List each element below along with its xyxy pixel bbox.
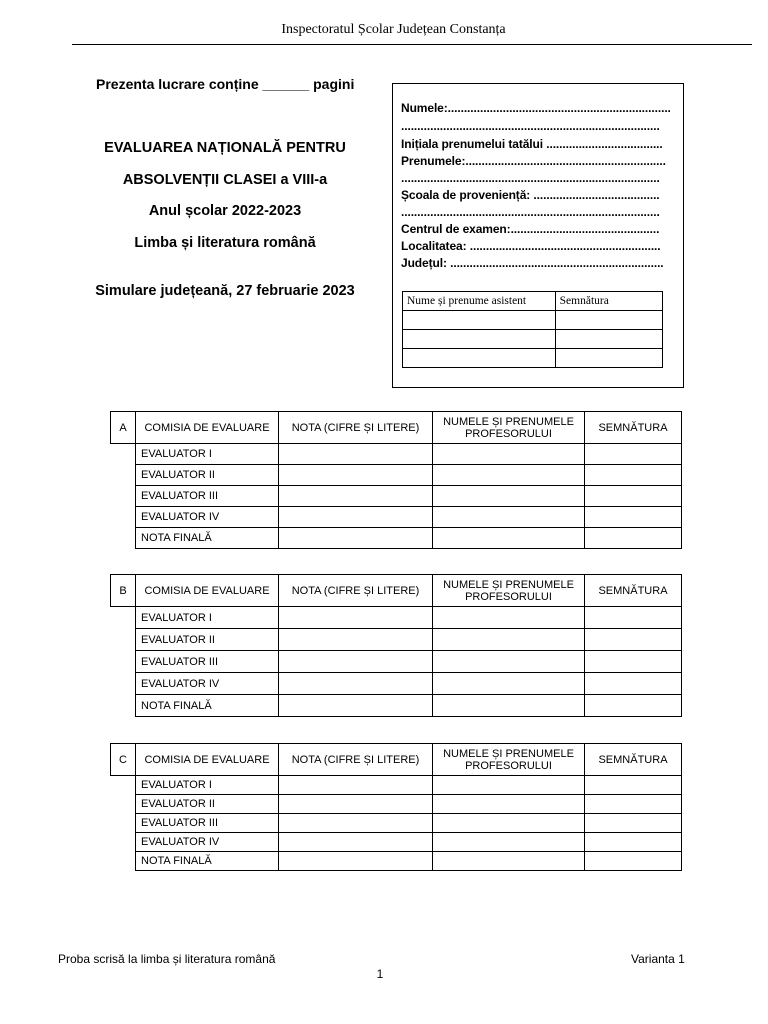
signature-header: SEMNĂTURA	[585, 575, 682, 607]
exam-title-line-1: EVALUAREA NAȚIONALĂ PENTRU	[104, 140, 346, 156]
teacher-cell[interactable]	[433, 486, 585, 507]
evaluator-label: EVALUATOR II	[136, 465, 279, 486]
teacher-cell[interactable]	[433, 833, 585, 852]
assistant-signature-cell[interactable]	[555, 349, 662, 368]
signature-cell[interactable]	[585, 776, 682, 795]
assistant-name-cell[interactable]	[403, 311, 556, 330]
teacher-cell[interactable]	[433, 465, 585, 486]
teacher-cell[interactable]	[433, 814, 585, 833]
signature-cell[interactable]	[585, 507, 682, 528]
evaluator-label: EVALUATOR I	[136, 444, 279, 465]
teacher-name-header: NUMELE ȘI PRENUMELE PROFESORULUI	[433, 575, 585, 607]
assistant-signature-cell[interactable]	[555, 330, 662, 349]
table-letter: B	[111, 575, 136, 607]
footer-exam-name: Proba scrisă la limba și literatura română	[58, 952, 276, 966]
teacher-cell[interactable]	[433, 607, 585, 629]
final-grade-label: NOTA FINALĂ	[136, 528, 279, 549]
assistant-name-header: Nume și prenume asistent	[403, 292, 556, 311]
school-year: Anul școlar 2022-2023	[148, 203, 302, 219]
simulation-date: Simulare județeană, 27 februarie 2023	[95, 283, 355, 299]
grade-cell[interactable]	[279, 833, 433, 852]
teacher-cell[interactable]	[433, 695, 585, 717]
teacher-cell[interactable]	[433, 651, 585, 673]
grade-cell[interactable]	[279, 486, 433, 507]
grade-header: NOTA (CIFRE ȘI LITERE)	[279, 412, 433, 444]
evaluator-label: EVALUATOR II	[136, 629, 279, 651]
signature-cell[interactable]	[585, 629, 682, 651]
assistant-name-cell[interactable]	[403, 349, 556, 368]
teacher-cell[interactable]	[433, 776, 585, 795]
final-grade-label: NOTA FINALĂ	[136, 695, 279, 717]
signature-cell[interactable]	[585, 814, 682, 833]
signature-cell[interactable]	[585, 486, 682, 507]
grade-cell[interactable]	[279, 695, 433, 717]
evaluator-label: EVALUATOR I	[136, 607, 279, 629]
grade-header: NOTA (CIFRE ȘI LITERE)	[279, 575, 433, 607]
page-header-title: Inspectoratul Școlar Județean Constanța	[281, 22, 506, 37]
name-field-continuation[interactable]: ................................................................................	[401, 119, 660, 133]
candidate-id-box	[392, 83, 684, 388]
evaluator-label: EVALUATOR III	[136, 814, 279, 833]
grade-cell[interactable]	[279, 507, 433, 528]
signature-cell[interactable]	[585, 528, 682, 549]
name-field[interactable]: Numele:.....................................................................	[401, 101, 671, 115]
first-name-field-continuation[interactable]: ................................................................................	[401, 171, 660, 185]
grade-cell[interactable]	[279, 814, 433, 833]
grade-cell[interactable]	[279, 607, 433, 629]
grade-header: NOTA (CIFRE ȘI LITERE)	[279, 744, 433, 776]
signature-cell[interactable]	[585, 852, 682, 871]
teacher-cell[interactable]	[433, 629, 585, 651]
evaluator-label: EVALUATOR IV	[136, 833, 279, 852]
evaluator-label: EVALUATOR III	[136, 486, 279, 507]
header-rule	[72, 44, 752, 45]
origin-school-field-continuation[interactable]: ................................................................................	[401, 205, 660, 219]
footer-variant: Varianta 1	[631, 952, 685, 966]
signature-header: SEMNĂTURA	[585, 744, 682, 776]
grade-cell[interactable]	[279, 444, 433, 465]
signature-cell[interactable]	[585, 607, 682, 629]
grade-cell[interactable]	[279, 465, 433, 486]
signature-header: SEMNĂTURA	[585, 412, 682, 444]
pages-count-line: Prezenta lucrare conține ______ pagini	[96, 76, 355, 92]
assistant-name-cell[interactable]	[403, 330, 556, 349]
signature-cell[interactable]	[585, 695, 682, 717]
first-name-field[interactable]: Prenumele:..............................................................	[401, 154, 666, 168]
teacher-cell[interactable]	[433, 852, 585, 871]
grade-cell[interactable]	[279, 528, 433, 549]
commission-header: COMISIA DE EVALUARE	[136, 744, 279, 776]
evaluator-label: EVALUATOR IV	[136, 673, 279, 695]
grade-cell[interactable]	[279, 852, 433, 871]
assistant-table	[402, 291, 663, 368]
evaluation-table-a	[110, 411, 682, 549]
grade-cell[interactable]	[279, 776, 433, 795]
commission-header: COMISIA DE EVALUARE	[136, 412, 279, 444]
locality-field[interactable]: Localitatea: ...........................................................	[401, 239, 661, 253]
table-letter: C	[111, 744, 136, 776]
exam-center-field[interactable]: Centrul de examen:..............................................	[401, 222, 660, 236]
final-grade-label: NOTA FINALĂ	[136, 852, 279, 871]
evaluation-table-b	[110, 574, 682, 717]
evaluation-table-c	[110, 743, 682, 871]
signature-cell[interactable]	[585, 795, 682, 814]
assistant-signature-header: Semnătura	[555, 292, 662, 311]
assistant-signature-cell[interactable]	[555, 311, 662, 330]
teacher-cell[interactable]	[433, 444, 585, 465]
grade-cell[interactable]	[279, 629, 433, 651]
teacher-cell[interactable]	[433, 795, 585, 814]
father-initial-field[interactable]: Inițiala prenumelui tatălui ....................................	[401, 137, 663, 151]
signature-cell[interactable]	[585, 444, 682, 465]
signature-cell[interactable]	[585, 833, 682, 852]
evaluator-label: EVALUATOR I	[136, 776, 279, 795]
origin-school-field[interactable]: Școala de proveniență: .......................................	[401, 188, 660, 202]
subject-name: Limba și literatura română	[134, 235, 316, 251]
grade-cell[interactable]	[279, 795, 433, 814]
teacher-cell[interactable]	[433, 673, 585, 695]
grade-cell[interactable]	[279, 673, 433, 695]
grade-cell[interactable]	[279, 651, 433, 673]
table-letter: A	[111, 412, 136, 444]
teacher-cell[interactable]	[433, 507, 585, 528]
teacher-name-header: NUMELE ȘI PRENUMELE PROFESORULUI	[433, 744, 585, 776]
county-field[interactable]: Județul: ..................................................................	[401, 256, 664, 270]
page-number: 1	[376, 967, 384, 981]
signature-cell[interactable]	[585, 651, 682, 673]
evaluator-label: EVALUATOR III	[136, 651, 279, 673]
signature-cell[interactable]	[585, 673, 682, 695]
teacher-cell[interactable]	[433, 528, 585, 549]
evaluator-label: EVALUATOR II	[136, 795, 279, 814]
evaluator-label: EVALUATOR IV	[136, 507, 279, 528]
signature-cell[interactable]	[585, 465, 682, 486]
exam-title-line-2: ABSOLVENȚII CLASEI a VIII-a	[122, 172, 328, 188]
teacher-name-header: NUMELE ȘI PRENUMELE PROFESORULUI	[433, 412, 585, 444]
commission-header: COMISIA DE EVALUARE	[136, 575, 279, 607]
